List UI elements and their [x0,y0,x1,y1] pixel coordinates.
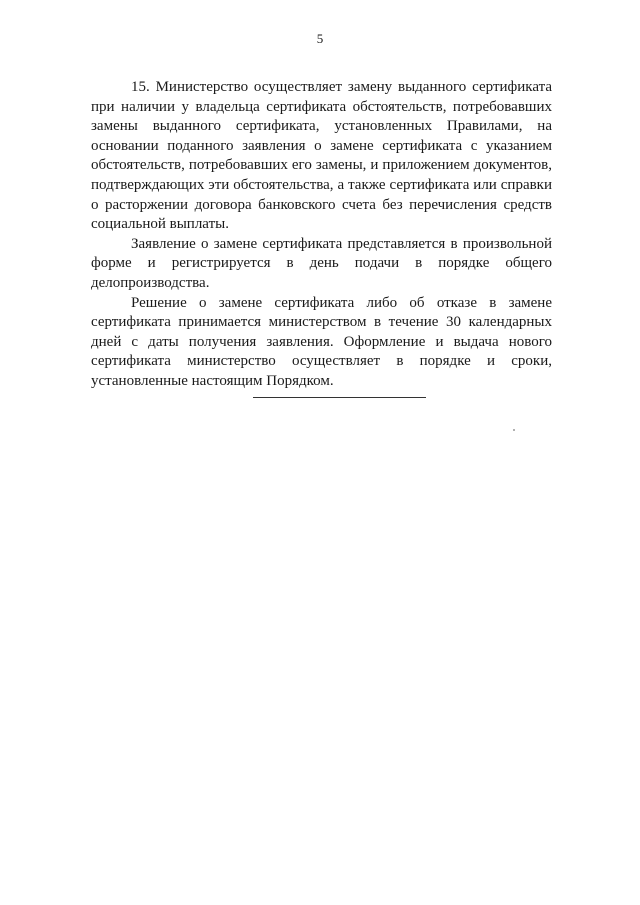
page-number: 5 [316,31,324,46]
paragraph-application-form: Заявление о замене сертификата представляется в произвольной форме и регистрируется в день подачи в порядке общего делопроизводства. [91,235,552,291]
end-of-text-divider [253,397,426,398]
document-body [91,78,552,392]
scan-speck [513,429,515,431]
paragraph-certificate-replacement: 15. Министерство осуществляет замену выданного сертификата при наличии у владельца сертификата обстоятельств, потребовавших замены выданного сертификата, установленных Правилами, на основании поданного заявления о замене сертификата с указанием обстоятельств, потребовавших его замены, и приложением документов, подтверждающих эти обстоятельства, а также сертификата или справки о расторжении договора банковского счета без перечисления средств социальной выплаты. [91,79,552,233]
paragraph-decision-terms: Решение о замене сертификата либо об отказе в замене сертификата принимается министерством в течение 30 календарных дней с даты получения заявления. Оформление и выдача нового сертификата министерство осуществляет в порядке и сроки, установленные настоящим Порядком. [91,294,552,389]
